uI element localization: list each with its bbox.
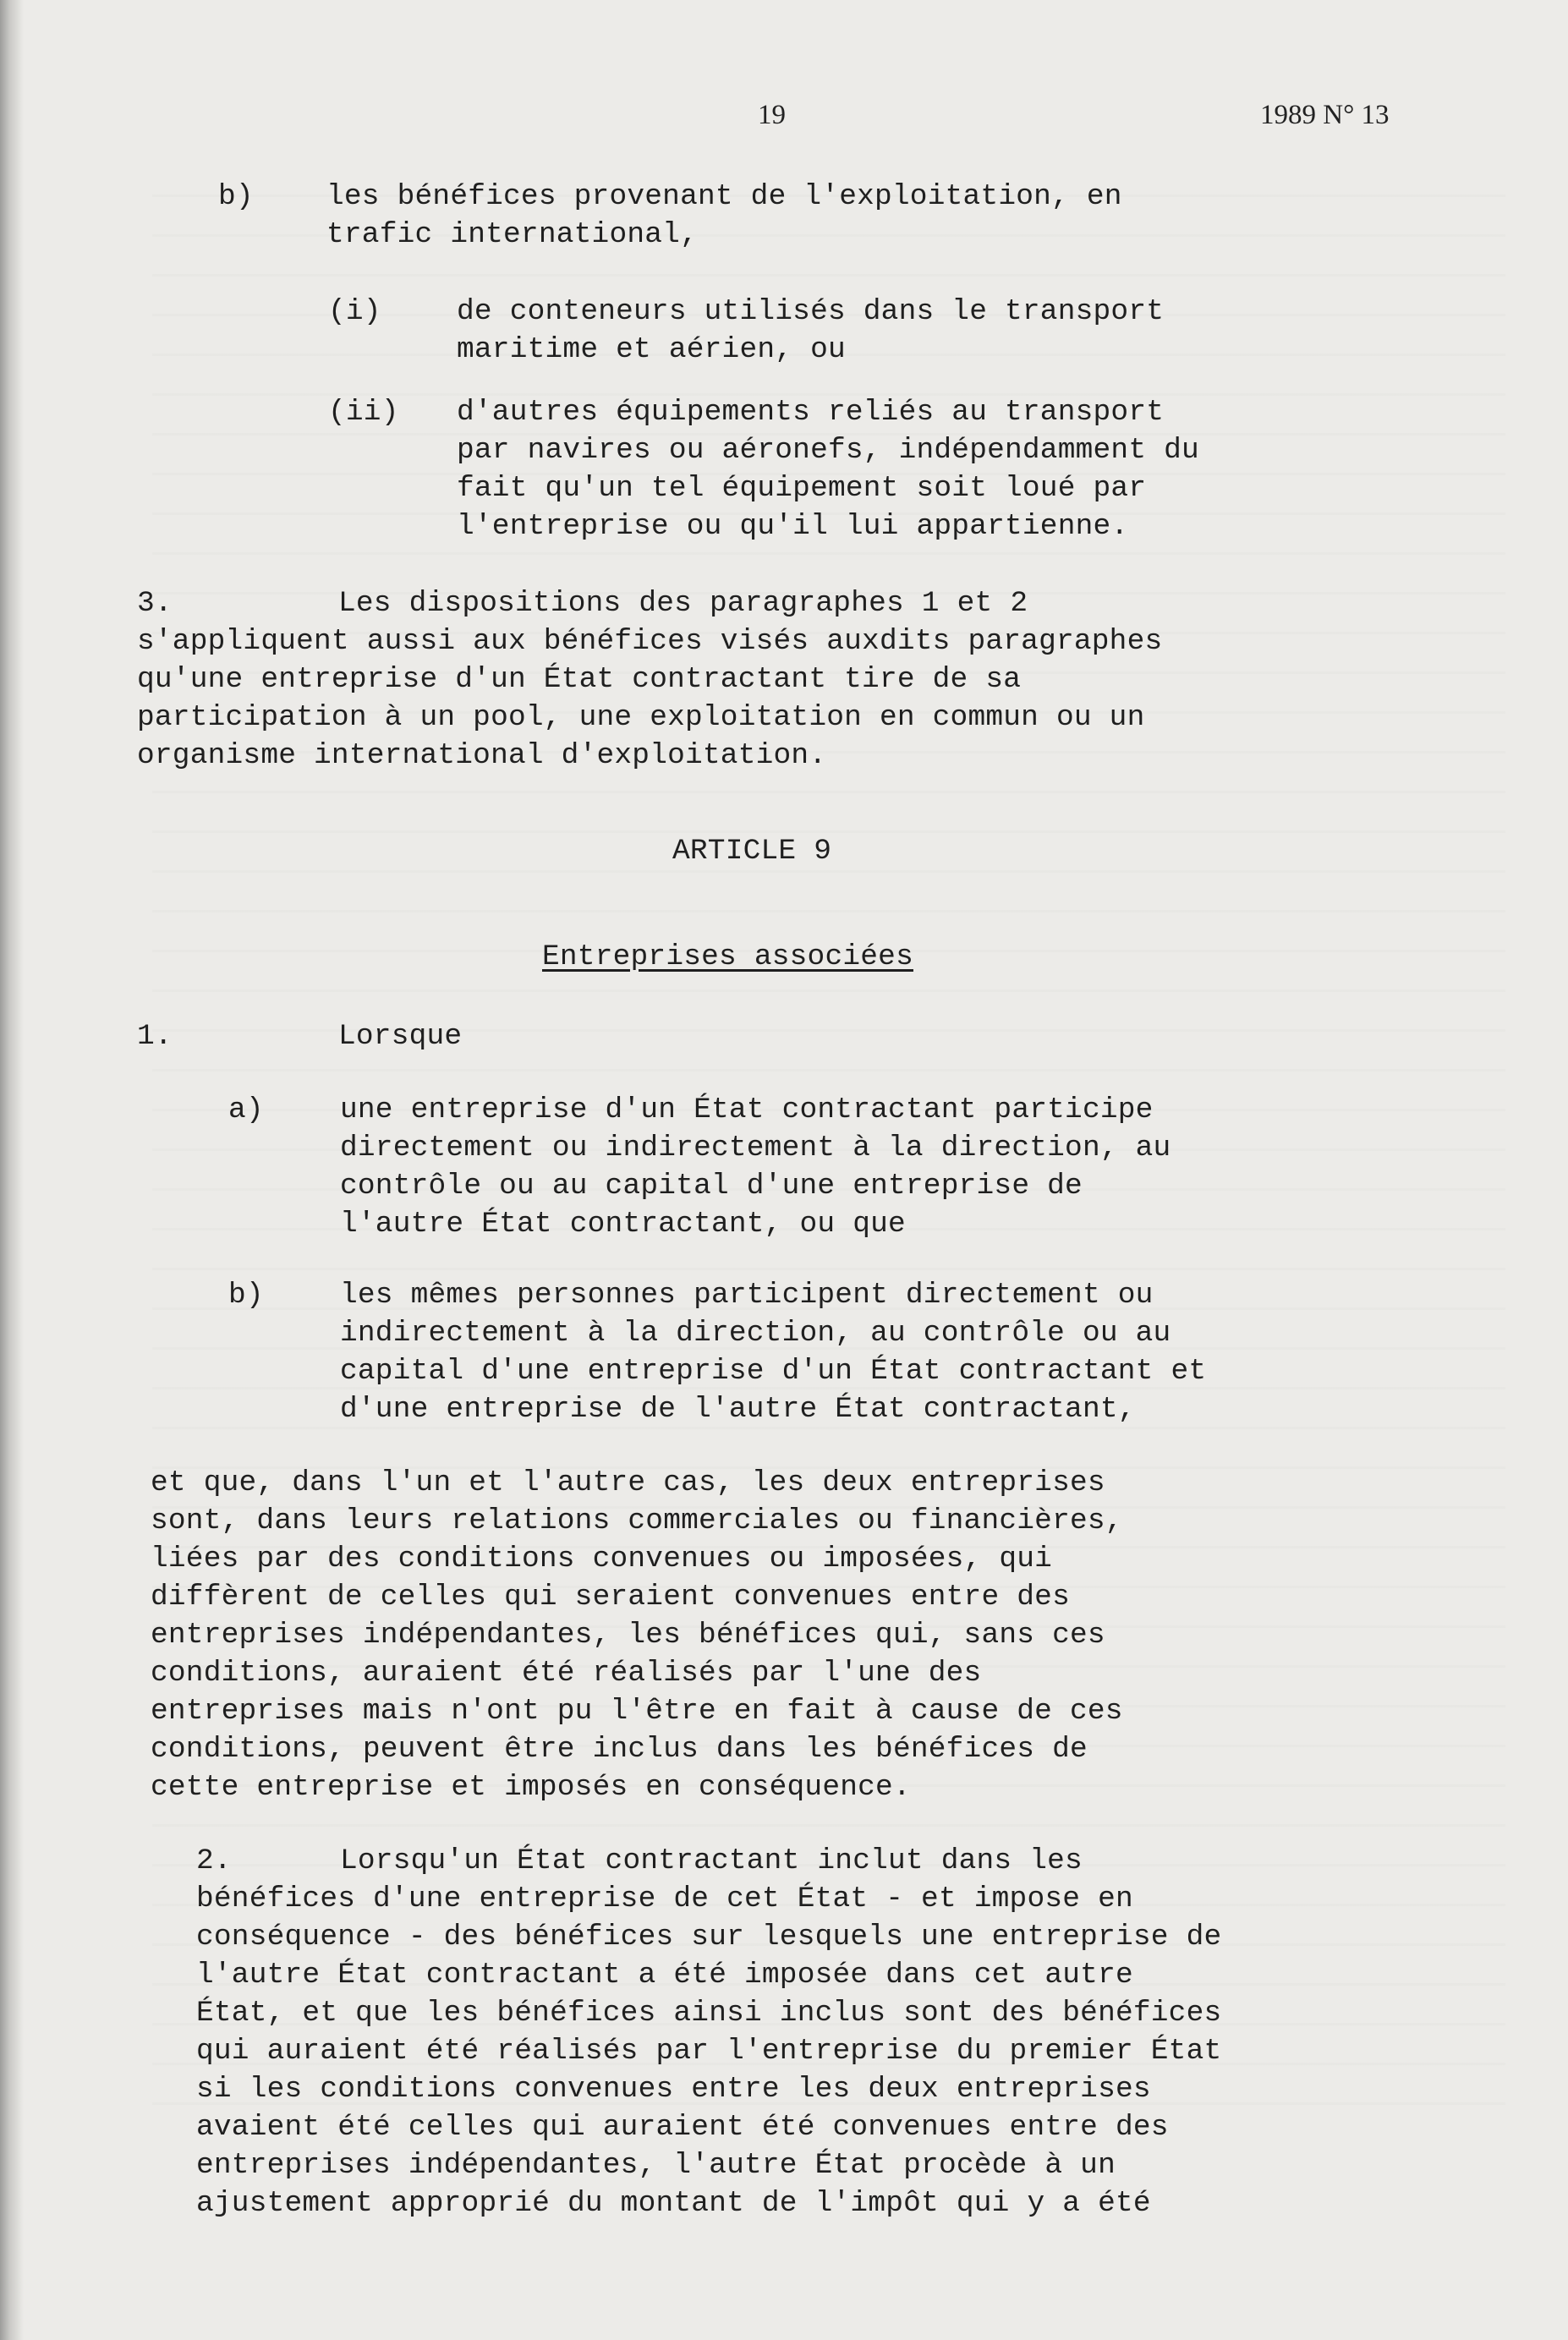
paragraph-1-line: entreprises indépendantes, les bénéfices qui, sans ces [151, 1619, 1105, 1652]
paragraph-3-line: participation à un pool, une exploitation en commun ou un [137, 701, 1145, 734]
section-b-line: les bénéfices provenant de l'exploitation, en [326, 180, 1122, 213]
item-a-line: une entreprise d'un État contractant participe [340, 1093, 1154, 1126]
item-label-i: (i) [328, 295, 381, 328]
item-label-b: b) [228, 1279, 264, 1312]
item-ii-line: fait qu'un tel équipement soit loué par [457, 472, 1147, 505]
paragraph-1-line: et que, dans l'un et l'autre cas, les deux entreprises [151, 1466, 1105, 1499]
paragraph-2-line: bénéfices d'une entreprise de cet État - et impose en [196, 1882, 1133, 1915]
paragraph-2-line: si les conditions convenues entre les deux entreprises [196, 2073, 1151, 2106]
paragraph-2-line: conséquence - des bénéfices sur lesquels une entreprise de [196, 1921, 1222, 1954]
paragraph-1-line: diffèrent de celles qui seraient convenues entre des [151, 1581, 1070, 1614]
item-a-line: contrôle ou au capital d'une entreprise de [340, 1170, 1083, 1203]
paragraph-2-line: entreprises indépendantes, l'autre État procède à un [196, 2149, 1116, 2182]
paragraph-2-line: ajustement approprié du montant de l'impôt qui y a été [196, 2187, 1151, 2220]
gazette-issue: 1989 N° 13 [1260, 100, 1390, 130]
paragraph-3-line: s'appliquent aussi aux bénéfices visés auxdits paragraphes [137, 625, 1163, 658]
paragraph-2-line: avaient été celles qui auraient été convenues entre des [196, 2111, 1169, 2144]
section-b-line: trafic international, [326, 218, 698, 251]
item-ii-line: d'autres équipements reliés au transport [457, 396, 1165, 429]
paragraph-1-line: cette entreprise et imposés en conséquence. [151, 1771, 911, 1804]
item-i-line: maritime et aérien, ou [457, 333, 846, 366]
item-i-line: de conteneurs utilisés dans le transport [457, 295, 1165, 328]
item-b-line: capital d'une entreprise d'un État contractant et [340, 1355, 1207, 1388]
page-number: 19 [758, 100, 786, 130]
item-label-b: b) [218, 180, 254, 213]
item-b-line: d'une entreprise de l'autre État contractant, [340, 1393, 1136, 1426]
paragraph-number: 3. [137, 587, 173, 620]
paragraph-1-line: conditions, peuvent être inclus dans les bénéfices de [151, 1733, 1088, 1766]
paragraph-1-line: conditions, auraient été réalisés par l'une des [151, 1657, 982, 1690]
item-a-line: directement ou indirectement à la direction, au [340, 1132, 1171, 1165]
paragraph-2-line: État, et que les bénéfices ainsi inclus sont des bénéfices [196, 1997, 1222, 2030]
item-b-line: les mêmes personnes participent directement ou [340, 1279, 1154, 1312]
article-title: Entreprises associées [542, 940, 913, 973]
paragraph-3-line: qu'une entreprise d'un État contractant tire de sa [137, 663, 1022, 696]
item-b-line: indirectement à la direction, au contrôle ou au [340, 1317, 1171, 1350]
paragraph-1-line: entreprises mais n'ont pu l'être en fait à cause de ces [151, 1695, 1123, 1728]
paragraph-3-line: organisme international d'exploitation. [137, 739, 827, 772]
paragraph-2-line: l'autre État contractant a été imposée dans cet autre [196, 1959, 1133, 1992]
item-label-ii: (ii) [328, 396, 399, 429]
paragraph-number: 2. [196, 1844, 232, 1877]
item-ii-line: l'entreprise ou qu'il lui appartienne. [457, 510, 1129, 543]
paragraph-1-line: sont, dans leurs relations commerciales ou financières, [151, 1504, 1123, 1537]
binding-edge-shadow [0, 0, 24, 2340]
paragraph-number: 1. [137, 1020, 173, 1053]
item-label-a: a) [228, 1093, 264, 1126]
paragraph-3-first-line: Les dispositions des paragraphes 1 et 2 [338, 587, 1028, 620]
item-ii-line: par navires ou aéronefs, indépendamment du [457, 434, 1199, 467]
item-a-line: l'autre État contractant, ou que [340, 1208, 906, 1241]
paragraph-2-line: qui auraient été réalisés par l'entreprise du premier État [196, 2035, 1222, 2068]
paragraph-1-intro: Lorsque [338, 1020, 463, 1053]
paragraph-1-line: liées par des conditions convenues ou imposées, qui [151, 1543, 1053, 1576]
article-heading: ARTICLE 9 [672, 835, 832, 868]
paragraph-2-first-line: Lorsqu'un État contractant inclut dans les [340, 1844, 1083, 1877]
